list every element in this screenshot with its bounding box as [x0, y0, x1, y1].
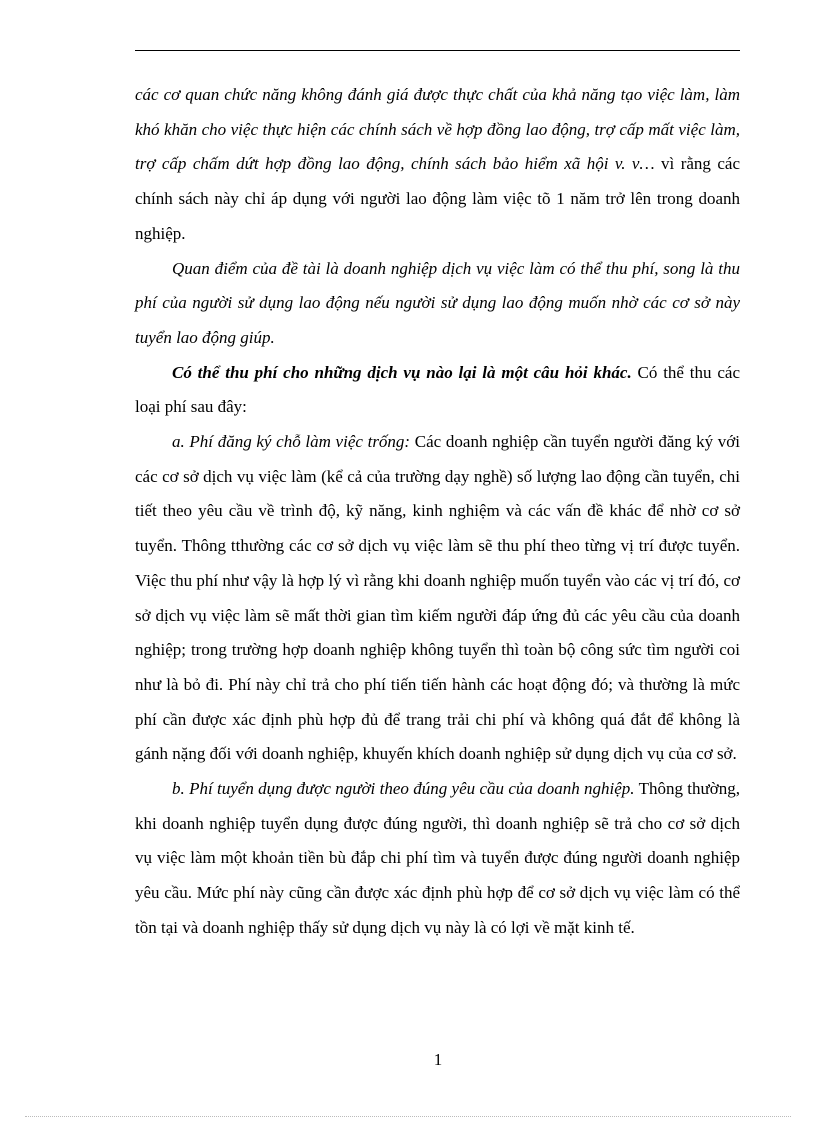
page-bottom-border	[25, 1116, 791, 1117]
paragraph-fee-a	[135, 425, 740, 772]
item-heading: a. Phí đăng ký chỗ làm việc trống:	[172, 432, 411, 452]
paragraph-fee-b	[135, 772, 740, 946]
paragraph-question	[135, 356, 740, 425]
document-body	[135, 78, 740, 946]
header-rule	[135, 50, 740, 51]
item-heading: b. Phí tuyển dụng được người theo đúng yêu cầu của doanh nghiệp.	[172, 779, 635, 799]
body-text: Các doanh nghiệp cần tuyển người đăng ký với các cơ sở dịch vụ việc làm (kể cả của trường dạy nghề) số lượng lao động cần tuyển, chi tiết theo yêu cầu về trình độ, kỹ năng, kinh nghiệm và các vấn đề khác để nhờ cơ sở tuyển. Thông tthường các cơ sở dịch vụ việc làm sẽ thu phí theo từng vị trí được tuyển. Việc thu phí như vậy là hợp lý vì rằng khi doanh nghiệp muốn tuyển vào các vị trí đó, cơ sở dịch vụ việc làm sẽ mất thời gian tìm kiếm người đáp ứng đủ các yêu cầu của doanh nghiệp; trong trường hợp doanh nghiệp không tuyển thì toàn bộ công sức tìm người coi như là bỏ đi. Phí này chỉ trả cho phí tiến tiến hành các hoạt động đó; và thường là mức phí cần được xác định phù hợp đủ để trang trải chi phí và không quá đắt để không là gánh nặng đối với doanh nghiệp, khuyến khích doanh nghiệp sử dụng dịch vụ của cơ sở.	[135, 432, 740, 764]
body-text: Có thể thu các loại phí sau đây:	[135, 362, 740, 417]
body-text: vì rằng các chính sách này chỉ áp dụng với người lao động làm việc tõ 1 năm trở lên trong doanh nghiệp.	[135, 154, 740, 243]
paragraph-viewpoint	[135, 252, 740, 356]
bold-italic-text: Có thể thu phí cho những dịch vụ nào lại là một câu hỏi khác.	[172, 362, 632, 382]
italic-text: Quan điểm của đề tài là doanh nghiệp dịch vụ việc làm có thể thu phí, song là thu phí của người sử dụng lao động nếu người sử dụng lao động muốn nhờ các cơ sở này tuyển lao động giúp.	[135, 258, 740, 347]
paragraph-continuation	[135, 78, 740, 252]
italic-text: các cơ quan chức năng không đánh giá được thực chất của khả năng tạo việc làm, làm khó khăn cho việc thực hiện các chính sách về hợp đồng lao động, trợ cấp mất việc làm, trợ cấp chấm dứt hợp đồng lao động, chính sách bảo hiểm xã hội v. v…	[135, 85, 740, 174]
body-text: Thông thường, khi doanh nghiệp tuyển dụng được đúng người, thì doanh nghiệp sẽ trả cho cơ sở dịch vụ việc làm một khoản tiền bù đắp chi phí tìm và tuyển được đúng người doanh nghiệp yêu cầu. Mức phí này cũng cần được xác định phù hợp để cơ sở dịch vụ việc làm có thể tồn tại và doanh nghiệp thấy sử dụng dịch vụ này là có lợi về mặt kinh tế.	[135, 779, 740, 937]
page-number: 1	[433, 1050, 443, 1069]
